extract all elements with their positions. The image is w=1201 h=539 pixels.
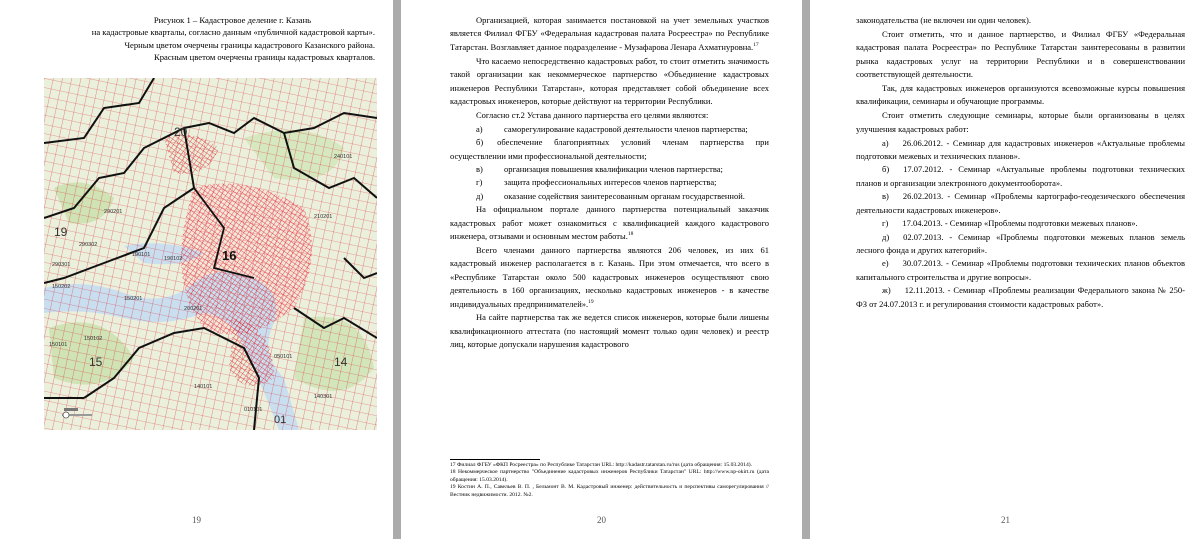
paragraph: На официальном портале данного партнерства потенциальный заказчик кадастровых работ может ознакомиться с квалификацией каждого кадастрового инженера, отзывами и основным местом работы.$^{18}$ <box>450 204 769 241</box>
map-label-quarter: 150201 <box>124 296 143 302</box>
map-label-district-19: 19 <box>54 225 68 239</box>
map-label-quarter: 290301 <box>52 262 71 268</box>
list-item: а) саморегулирование кадастровой деятельности членов партнерства; <box>476 123 748 134</box>
map-label-quarter: 190101 <box>132 252 151 258</box>
page-number: 20 <box>597 515 606 525</box>
list-item: е) 30.07.2013. - Семинар «Проблемы подготовки технических планов объектов капитального строительства и другие вопросы». <box>856 258 1185 282</box>
map-label-quarter: 150102 <box>84 336 103 342</box>
paragraph: Согласно ст.2 Устава данного партнерства его целями являются: <box>476 109 709 120</box>
footnote-separator <box>450 459 540 460</box>
map-label-district-14: 14 <box>334 355 348 369</box>
map-label-district-15: 15 <box>89 355 103 369</box>
footnote: 19 Костин А. П., Савельев В. П. , Бельмонт В. М. Кадастровый инженер: действительность и перспективы саморегулирования // Вестник недвижимости. 2012. №2. <box>450 484 769 498</box>
page-20-body <box>450 14 769 352</box>
map-label-quarter: 240101 <box>334 154 353 160</box>
caption-line-2: на кадастровые кварталы, согласно данным «публичной кадастровой карты». <box>91 27 375 38</box>
paragraph: Всего членами данного партнерства являются 206 человек, из них 61 кадастровый инженер располагается в г. Казань. При этом отмечается, что всего в «Республике Татарстан около 500 кадастровых инженеров осуществляют свою деятельность в 160 организациях, несколько кадастровых инженеров - в качестве индивидуальных предпринимателей».$^{19}$ <box>450 244 769 309</box>
map-label-quarter: 140101 <box>194 384 213 390</box>
map-label-quarter: 150101 <box>49 342 68 348</box>
list-item: д) 02.07.2013. - Семинар «Проблемы подготовки межевых планов земель лесного фонда и других категорий». <box>856 231 1185 255</box>
caption-line-3: Черным цветом очерчены границы кадастрового Казанского района. <box>124 39 375 50</box>
map-label-quarter: 010101 <box>244 407 263 413</box>
footnote: 17 Филиал ФГБУ «ФКП Росреестра» по Республике Татарстан URL: http://kadastr.tatarstan.ru/rus (дата обращения: 15.03.2014). <box>450 462 753 468</box>
figure-caption <box>40 14 375 64</box>
map-label-quarter: 150202 <box>52 284 71 290</box>
map-label-quarter: 290302 <box>79 242 98 248</box>
page-19 <box>0 0 393 539</box>
map-label-quarter: 210201 <box>314 214 333 220</box>
map-label-district-01: 01 <box>274 414 287 426</box>
list-item: а) 26.06.2012. - Семинар для кадастровых инженеров «Актуальные проблемы подготовки межевых и технических планов». <box>856 137 1185 162</box>
paragraph: законодательства (не включен ни один человек). <box>856 15 1031 25</box>
map-label-quarter: 190102 <box>164 256 183 262</box>
paragraph: Стоит отметить, что и данное партнерство, и Филиал ФГБУ «Федеральная кадастровая палата Росреестра» по Республике Татарстан заинтересованы в развитии рынка кадастровых услуг на территории Республики и в совершенствовании соответствующей деятельности. <box>856 28 1185 80</box>
caption-line-4: Красным цветом очерчены границы кадастровых кварталов. <box>154 52 375 63</box>
page-21 <box>810 0 1201 539</box>
list-item: б) обеспечение благоприятных условий членам партнерства при осуществлении ими профессиональной деятельности; <box>450 137 769 161</box>
paragraph: Что касаемо непосредственно кадастровых работ, то стоит отметить значимость такой организации как некоммерческое партнерство «Объединение кадастровых инженеров Республики Татарстан», которая представляет собой объединение всех кадастровых инженеров, которые действуют на территории Республики. <box>450 55 769 106</box>
map-label-quarter: 200201 <box>184 306 203 312</box>
paragraph: На сайте партнерства так же ведется список инженеров, которые были лишены квалификационного аттестата (по настоящий момент только один человек) и реестр лиц, которые допускали нарушения кадастрового <box>450 312 769 350</box>
list-item: в) 26.02.2013. - Семинар «Проблемы картографо-геодезического обеспечения деятельности кадастровых инженеров». <box>856 191 1185 215</box>
page-20 <box>401 0 802 539</box>
paragraph: Организацией, которая занимается постановкой на учет земельных участков является Филиал ФГБУ «Федеральная кадастровая палата Росреестра» по Республике Татарстан. Возглавляет данное подразделение - Музафарова Ленара Ахматнуровна.$^{17}$ <box>450 15 769 52</box>
cadastral-map <box>44 78 377 430</box>
caption-line-1: Рисунок 1 – Кадастровое деление г. Казань <box>153 15 312 25</box>
footnote: 18 Некоммерческое партнерство "Объединение кадастровых инженеров Республики Татарстан" URL: http://www.np-okirt.ru (дата обращения: 15.03.2014). <box>450 469 769 483</box>
map-label-district-16: 16 <box>222 248 237 263</box>
footnotes <box>450 462 769 499</box>
map-label-district-20: 20 <box>174 125 188 139</box>
list-item: д) оказание содействия заинтересованным органам государственной. <box>476 190 745 201</box>
page-21-body <box>856 14 1185 311</box>
paragraph: Так, для кадастровых инженеров организуются всевозможные курсы повышения квалификации, семинары и обучающие программы. <box>856 83 1185 107</box>
list-item: б) 17.07.2012. - Семинар «Актуальные проблемы подготовки технических планов и организации электронного документооборота». <box>856 164 1185 188</box>
page-number: 19 <box>192 515 201 525</box>
map-label-quarter: 050101 <box>274 354 293 360</box>
list-item: ж) 12.11.2013. - Семинар «Проблемы реализации Федерального закона № 250-ФЗ от 24.07.2013 г. и регулирования стоимости кадастровых работ». <box>856 285 1185 309</box>
map-label-quarter: 290201 <box>104 209 123 215</box>
paragraph: Стоит отметить следующие семинары, которые были организованы в целях улучшения кадастровых работ: <box>856 110 1185 134</box>
map-label-quarter: 140301 <box>314 394 333 400</box>
list-item: в) организация повышения квалификации членов партнерства; <box>476 163 723 174</box>
list-item: г) защита профессиональных интересов членов партнерства; <box>476 177 717 188</box>
list-item: г) 17.04.2013. - Семинар «Проблемы подготовки межевых планов». <box>882 218 1138 229</box>
page-number: 21 <box>1001 515 1010 525</box>
